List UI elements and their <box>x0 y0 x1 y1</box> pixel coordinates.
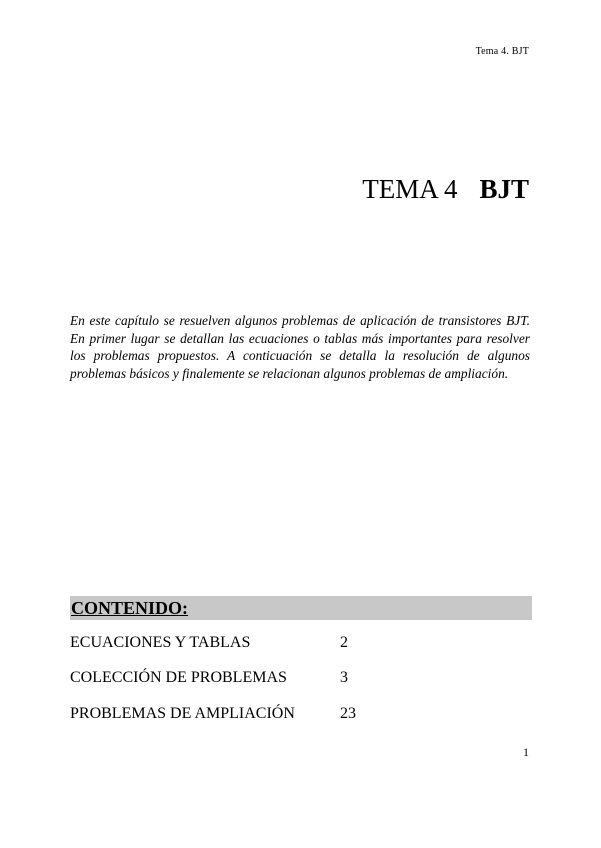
running-header: Tema 4. BJT <box>475 46 529 57</box>
chapter-abstract: En este capítulo se resuelven algunos problemas de aplicación de transistores BJT. En primer lugar se detallan las ecuaciones o tablas más importantes para resolver los problemas propuestos. A conticuación se detalla la resolución de algunos problemas básicos y finalemente se relacionan algunos problemas de ampliación. <box>70 313 530 381</box>
toc-entry-ecuaciones[interactable] <box>70 632 370 654</box>
toc-entry-label: ECUACIONES Y TABLAS <box>70 634 251 651</box>
contents-heading-bar <box>70 596 532 620</box>
contents-heading: CONTENIDO: <box>71 598 189 618</box>
chapter-title <box>362 173 529 205</box>
toc-entry-coleccion[interactable] <box>70 667 370 689</box>
chapter-number: TEMA 4 <box>362 174 458 204</box>
toc-entry-ampliacion[interactable] <box>70 703 370 725</box>
page-number: 1 <box>523 745 529 759</box>
toc-entry-page: 23 <box>340 705 356 722</box>
toc-entry-label: PROBLEMAS DE AMPLIACIÓN <box>70 705 295 722</box>
chapter-subject: BJT <box>479 174 529 204</box>
toc-entry-page: 2 <box>340 634 348 651</box>
toc-entry-label: COLECCIÓN DE PROBLEMAS <box>70 669 287 686</box>
toc-entry-page: 3 <box>340 669 348 686</box>
